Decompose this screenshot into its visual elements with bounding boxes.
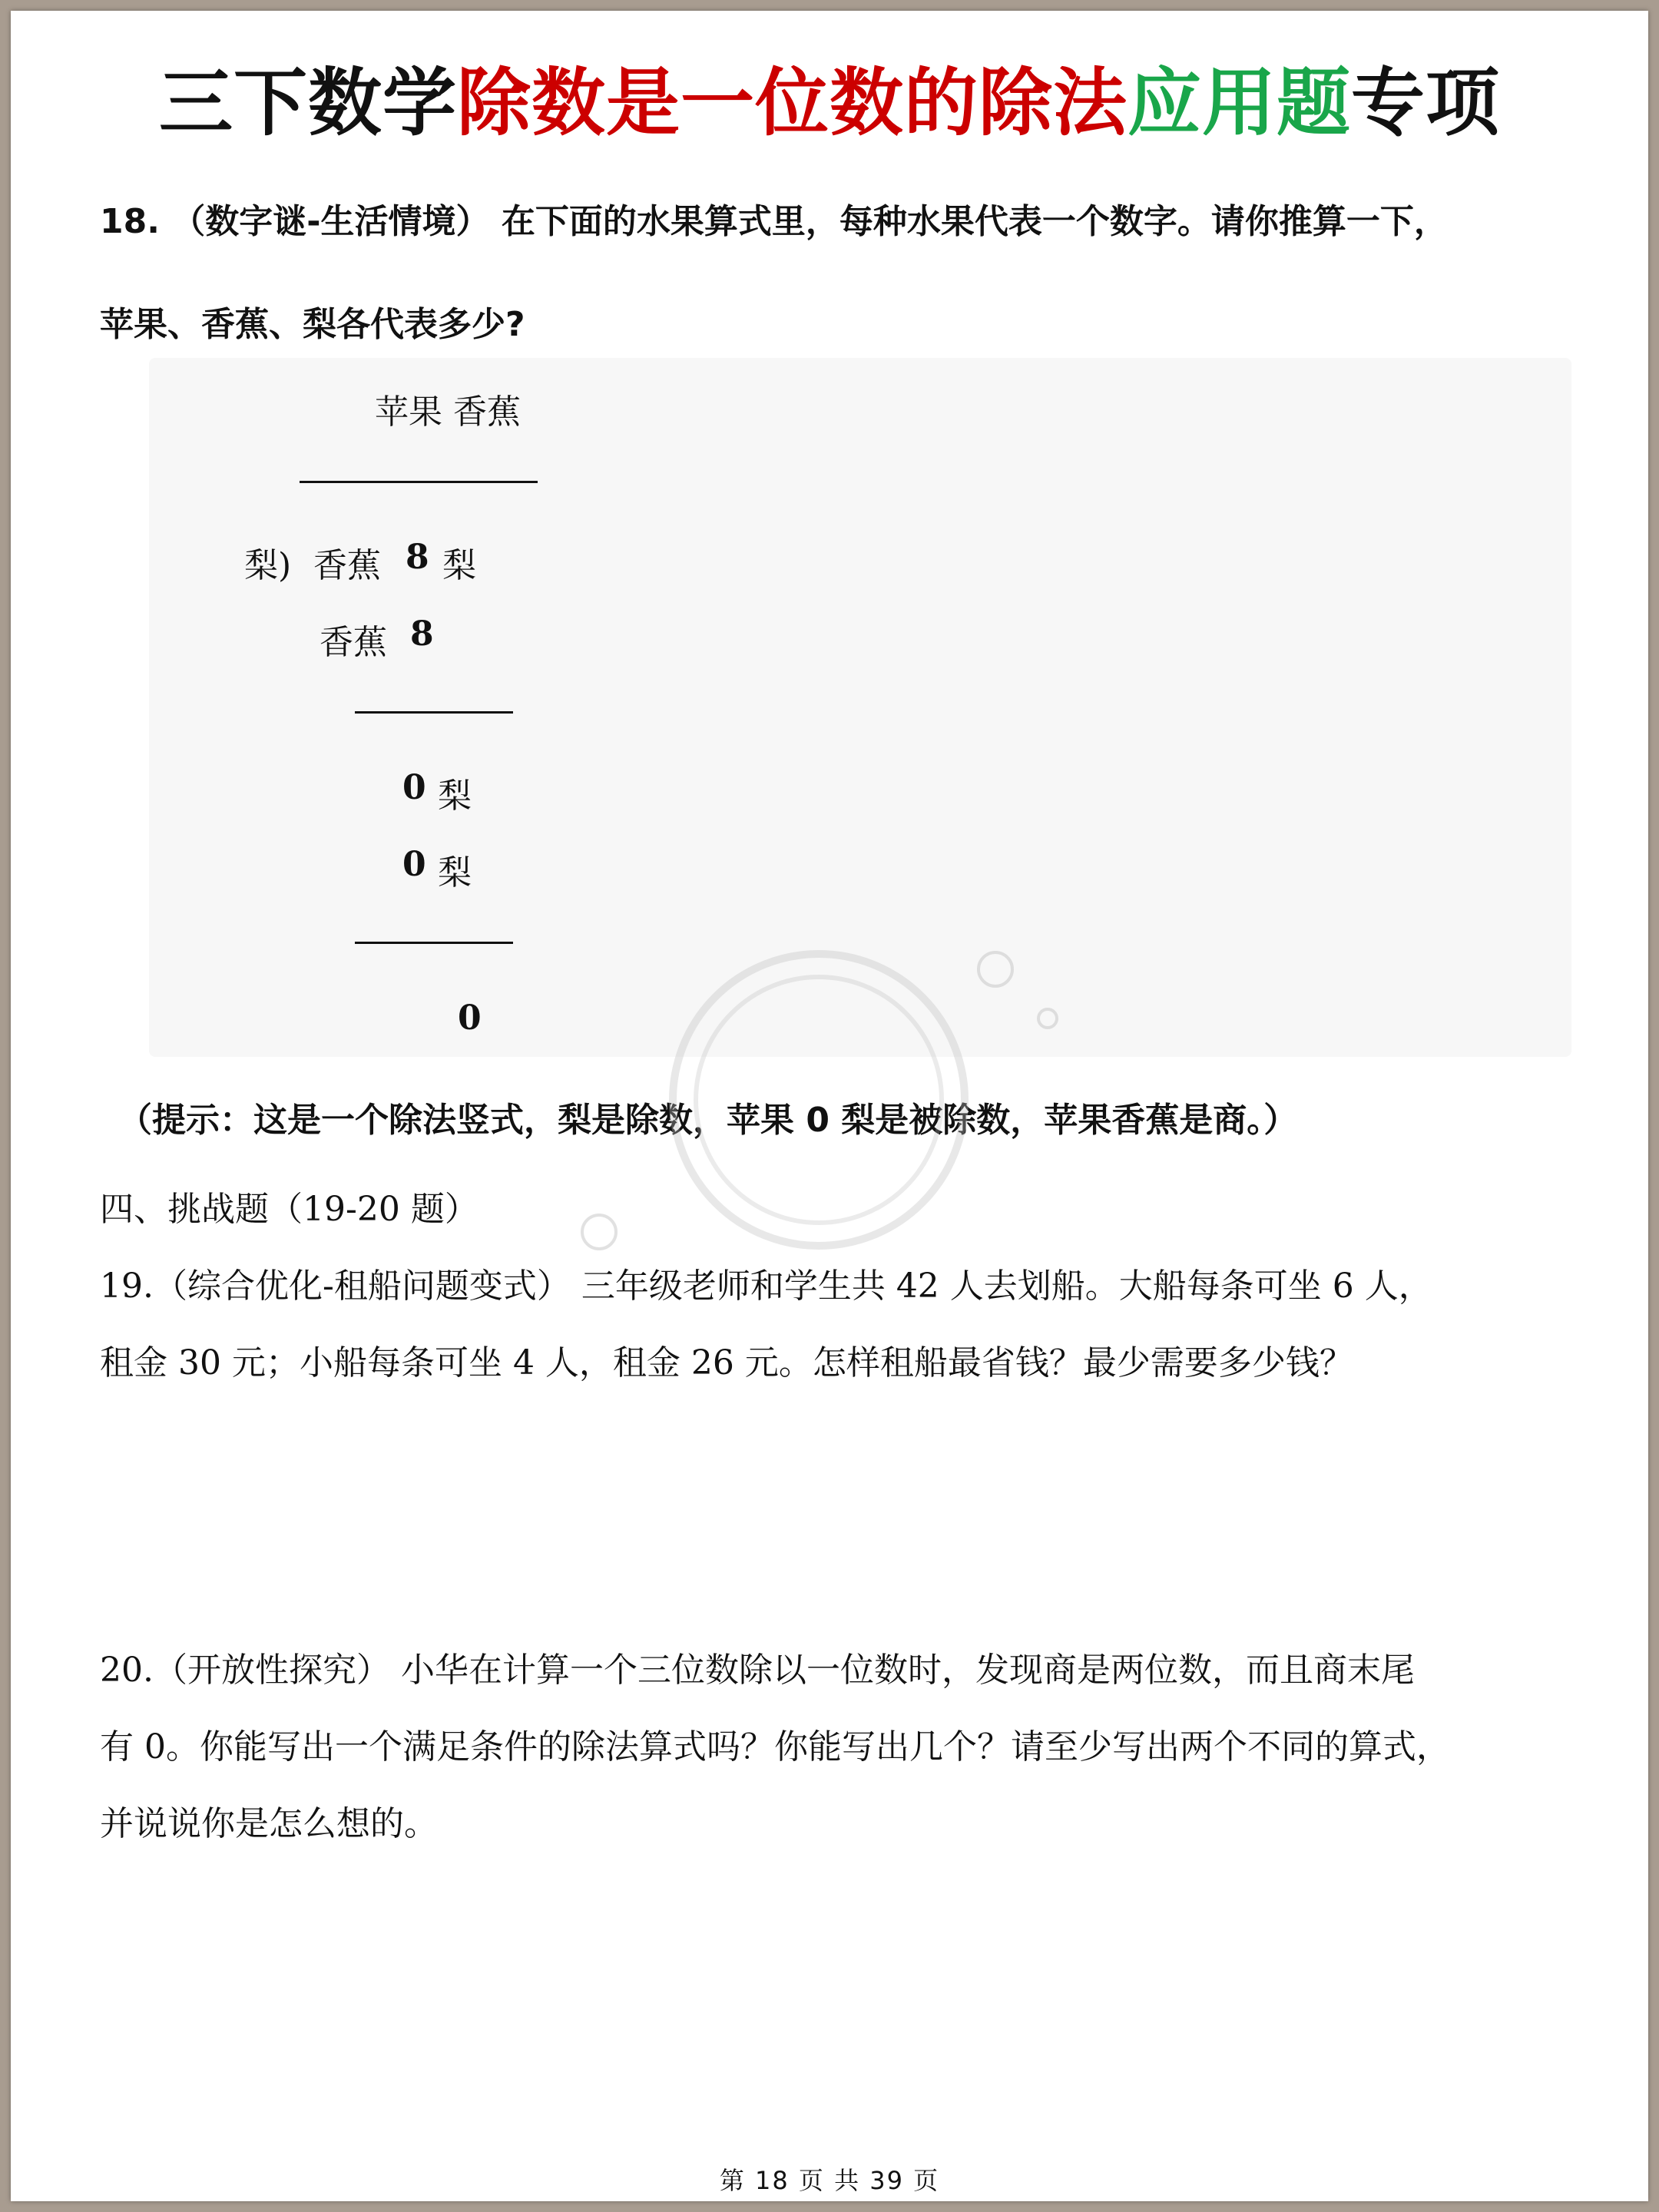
puzzle-quotient: 苹果 香蕉 [375, 392, 521, 432]
puzzle-dividend-b: 8 [406, 538, 429, 577]
q20-line-2: 有 0。你能写出一个满足条件的除法算式吗？你能写出几个？请至少写出两个不同的算式， [100, 1727, 1450, 1767]
puzzle-subtract-2-a: 0 [402, 845, 426, 884]
puzzle-subtract-2-b: 梨 [438, 853, 472, 892]
puzzle-line-2 [355, 942, 513, 944]
puzzle-dividend-a: 香蕉 [313, 546, 381, 585]
title-part-3: 应用题 [1128, 60, 1351, 146]
title-part-2: 除数是一位数的除法 [457, 60, 1128, 146]
q18-line-2: 苹果、香蕉、梨各代表多少? [100, 305, 525, 344]
q18-hint: （提示：这是一个除法竖式，梨是除数，苹果 0 梨是被除数，苹果香蕉是商。） [118, 1101, 1298, 1140]
puzzle-divisor: 梨) [244, 546, 292, 585]
q19-line-1: 19.（综合优化-租船问题变式） 三年级老师和学生共 42 人去划船。大船每条可坐 6 人， [100, 1267, 1432, 1306]
q20-line-3: 并说说你是怎么想的。 [100, 1804, 438, 1843]
puzzle-remainder-1-b: 梨 [438, 777, 472, 816]
puzzle-dividend-c: 梨 [442, 546, 476, 585]
title-part-4: 专项 [1351, 60, 1500, 146]
title-part-1: 三下数学 [159, 60, 457, 146]
puzzle-remainder-1-a: 0 [402, 768, 426, 807]
page-footer: 第 18 页 共 39 页 [719, 2166, 940, 2195]
puzzle-division-bar [300, 481, 538, 483]
puzzle-final-remainder: 0 [458, 998, 482, 1038]
page-title [11, 57, 1648, 149]
watermark-bubble-small [576, 1209, 622, 1255]
section-4-heading: 四、挑战题（19-20 题） [100, 1190, 478, 1229]
q19-line-2: 租金 30 元；小船每条可坐 4 人，租金 26 元。怎样租船最省钱？最少需要多少钱？ [100, 1343, 1353, 1382]
q20-line-1: 20.（开放性探究） 小华在计算一个三位数除以一位数时，发现商是两位数，而且商末尾 [100, 1651, 1415, 1690]
division-puzzle [149, 358, 1571, 1057]
puzzle-line-1 [355, 711, 513, 714]
worksheet-page [11, 11, 1648, 2201]
puzzle-subtract-1-a: 香蕉 [320, 623, 387, 662]
q18-line-1: 18. （数字谜-生活情境） 在下面的水果算式里，每种水果代表一个数字。请你推算一下， [100, 202, 1448, 241]
puzzle-subtract-1-b: 8 [410, 614, 434, 654]
